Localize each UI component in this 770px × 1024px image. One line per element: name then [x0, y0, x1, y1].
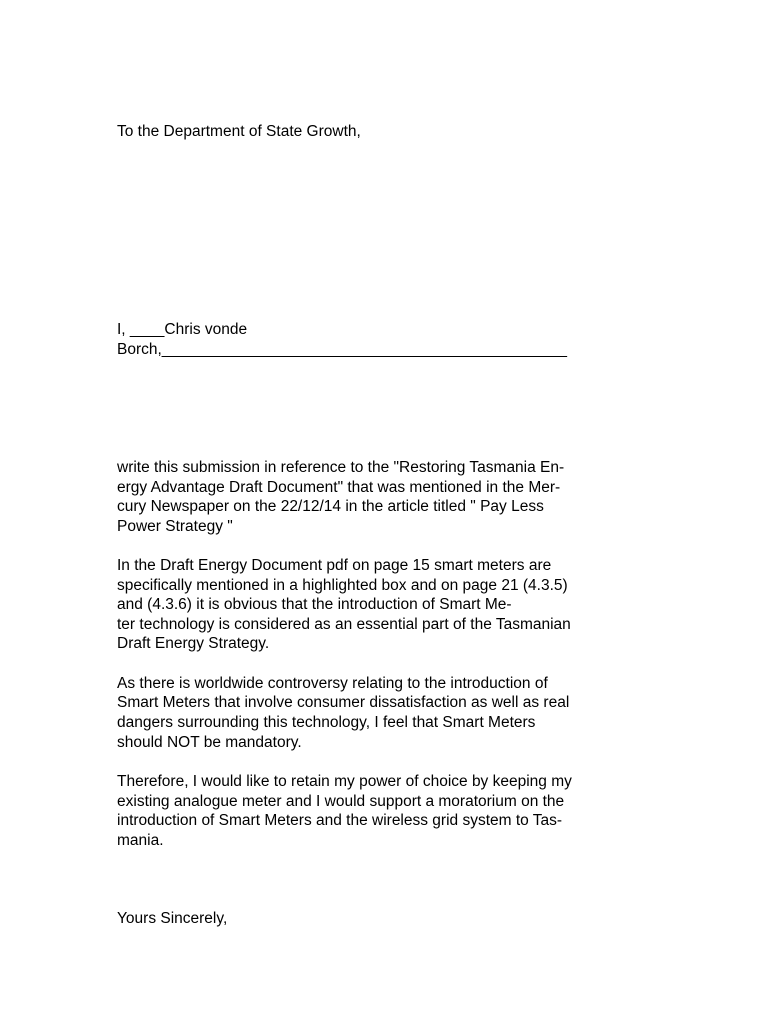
- paragraph-line: dangers surrounding this technology, I feel that Smart Meters: [117, 714, 536, 731]
- paragraph-line: existing analogue meter and I would support a moratorium on the: [117, 793, 565, 810]
- name-line-continued: Borch,_______________________________________________: [117, 341, 567, 358]
- paragraph-line: ter technology is considered as an essential part of the Tasmanian: [117, 616, 571, 633]
- paragraph-line: specifically mentioned in a highlighted box and on page 21 (4.3.5): [117, 577, 568, 594]
- paragraph-line: cury Newspaper on the 22/12/14 in the article titled " Pay Less: [117, 498, 544, 515]
- paragraph-line: should NOT be mandatory.: [117, 734, 302, 751]
- paragraph-line: mania.: [117, 832, 164, 849]
- paragraph-line: Smart Meters that involve consumer dissatisfaction as well as real: [117, 694, 570, 711]
- name-line: I, ____Chris vonde: [117, 321, 248, 338]
- paragraph-line: introduction of Smart Meters and the wireless grid system to Tas-: [117, 812, 563, 829]
- paragraph-line: Draft Energy Strategy.: [117, 635, 270, 652]
- paragraph-line: In the Draft Energy Document pdf on page 15 smart meters are: [117, 557, 552, 574]
- salutation: To the Department of State Growth,: [117, 123, 361, 140]
- closing: Yours Sincerely,: [117, 910, 228, 927]
- paragraph-line: ergy Advantage Draft Document" that was mentioned in the Mer-: [117, 479, 561, 496]
- paragraph-line: As there is worldwide controversy relating to the introduction of: [117, 675, 548, 692]
- paragraph-line: Power Strategy ": [117, 518, 233, 535]
- paragraph-line: and (4.3.6) it is obvious that the introduction of Smart Me-: [117, 596, 512, 613]
- paragraph-line: write this submission in reference to the "Restoring Tasmania En-: [117, 459, 565, 476]
- paragraph-line: Therefore, I would like to retain my power of choice by keeping my: [117, 773, 572, 790]
